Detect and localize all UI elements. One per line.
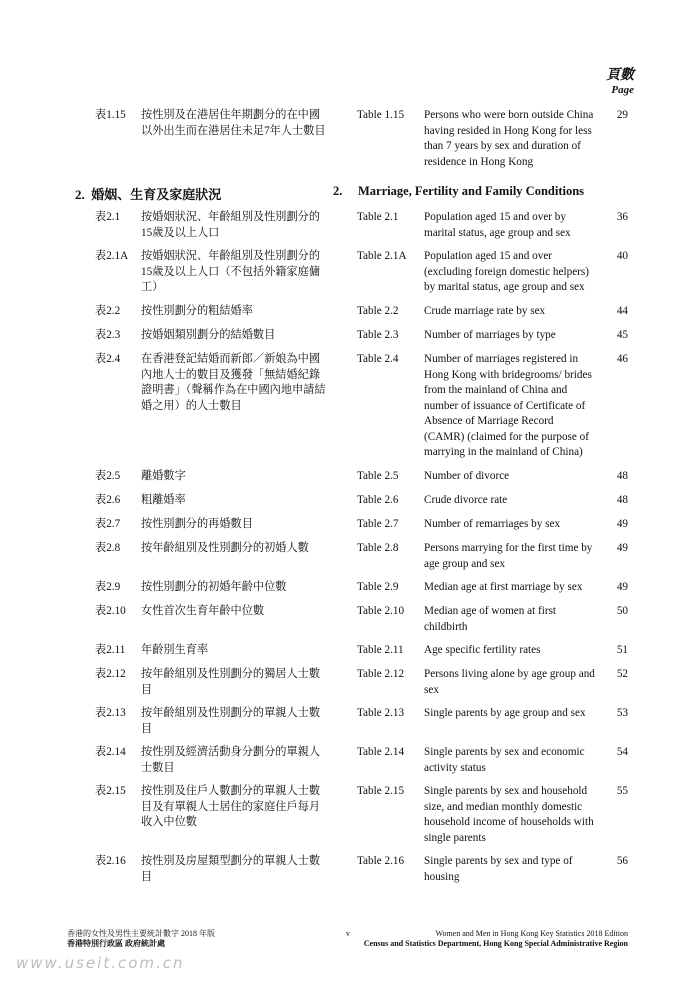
footer-right bbox=[364, 929, 628, 949]
toc-row[interactable] bbox=[0, 667, 695, 698]
table-title-en: Median age of women at first childbirth bbox=[424, 605, 557, 633]
table-title-en: Crude marriage rate by sex bbox=[424, 305, 546, 317]
page-number: 52 bbox=[616, 668, 628, 680]
table-title-en: Number of divorce bbox=[424, 470, 510, 482]
footer-page-number: v bbox=[346, 929, 350, 938]
page-number: 36 bbox=[616, 211, 628, 223]
toc-row[interactable] bbox=[0, 580, 695, 596]
table-number-en: Table 2.3 bbox=[357, 329, 399, 341]
table-title-zh: 按婚姻類別劃分的結婚數目 bbox=[141, 329, 276, 341]
table-title-zh: 按婚姻狀況、年齡組別及性別劃分的15歲及以上人口（不包括外籍家庭傭工） bbox=[141, 250, 321, 293]
table-number-zh: 表2.9 bbox=[95, 581, 121, 593]
table-number-en: Table 2.8 bbox=[357, 542, 399, 554]
toc-row[interactable] bbox=[0, 108, 695, 170]
table-title-zh: 離婚數字 bbox=[141, 470, 186, 482]
table-number-en: Table 2.4 bbox=[357, 353, 399, 365]
page-number: 49 bbox=[616, 518, 628, 530]
page-number: 46 bbox=[616, 353, 628, 365]
page-number: 48 bbox=[616, 494, 628, 506]
table-number-zh: 表2.5 bbox=[95, 470, 121, 482]
table-title-zh: 按年齡組別及性別劃分的單親人士數目 bbox=[141, 707, 321, 735]
page-number: 50 bbox=[616, 605, 628, 617]
watermark: www.useit.com.cn bbox=[16, 954, 185, 972]
table-title-zh: 按性別劃分的再婚數目 bbox=[141, 518, 253, 530]
toc-row[interactable] bbox=[0, 328, 695, 344]
table-number-zh: 表2.6 bbox=[95, 494, 121, 506]
page-column-header bbox=[606, 68, 634, 97]
page-number: 49 bbox=[616, 581, 628, 593]
page-number: 48 bbox=[616, 470, 628, 482]
table-number-zh: 表2.7 bbox=[95, 518, 121, 530]
table-title-en: Persons who were born outside China having resided in Hong Kong for less than 7 years by sex and duration of residence in Hong Kong bbox=[424, 109, 594, 168]
table-title-zh: 年齡別生育率 bbox=[141, 644, 209, 656]
toc-row[interactable] bbox=[0, 517, 695, 533]
table-title-zh: 按年齡組別及性別劃分的初婚人數 bbox=[141, 542, 309, 554]
table-number-zh: 表2.13 bbox=[95, 707, 126, 719]
table-title-en: Number of marriages registered in Hong Kong with bridegrooms/ brides from the mainland of China and number of issuance of Certificate of Absence of Marriage Record (CAMR) (claimed for the purpose of marrying in the mainland of China) bbox=[424, 353, 592, 458]
table-title-en: Single parents by age group and sex bbox=[424, 707, 586, 719]
toc-row[interactable] bbox=[0, 352, 695, 461]
page-number: 40 bbox=[616, 250, 628, 262]
toc-row[interactable] bbox=[0, 469, 695, 485]
table-of-contents bbox=[0, 108, 695, 893]
footer-publication-zh: 香港的女性及男性主要統計數字 2018 年版 bbox=[67, 929, 215, 938]
table-number-en: Table 2.10 bbox=[357, 605, 405, 617]
toc-row[interactable] bbox=[0, 210, 695, 241]
page-number: 44 bbox=[616, 305, 628, 317]
page-number: 51 bbox=[616, 644, 628, 656]
table-title-en: Population aged 15 and over (excluding foreign domestic helpers) by marital status, age group and sex bbox=[424, 250, 589, 293]
toc-row[interactable] bbox=[0, 643, 695, 659]
toc-row[interactable] bbox=[0, 304, 695, 320]
table-title-zh: 粗離婚率 bbox=[141, 494, 186, 506]
table-number-zh: 表2.11 bbox=[95, 644, 126, 656]
table-number-en: Table 2.2 bbox=[357, 305, 399, 317]
table-title-en: Population aged 15 and over by marital status, age group and sex bbox=[424, 211, 571, 239]
table-number-zh: 表2.2 bbox=[95, 305, 121, 317]
table-title-en: Single parents by sex and household size, and median monthly domestic household income of households with single parents bbox=[424, 785, 594, 844]
table-title-zh: 按性別劃分的粗結婚率 bbox=[141, 305, 253, 317]
table-number-en: Table 2.1 bbox=[357, 211, 399, 223]
table-number-zh: 表2.12 bbox=[95, 668, 126, 680]
table-number-en: Table 2.12 bbox=[357, 668, 405, 680]
toc-row[interactable] bbox=[0, 541, 695, 572]
page-label-zh: 頁數 bbox=[606, 68, 634, 83]
table-number-en: Table 1.15 bbox=[357, 109, 405, 121]
table-number-en: Table 2.1A bbox=[357, 250, 407, 262]
footer-department-en: Census and Statistics Department, Hong Kong Special Administrative Region bbox=[363, 939, 628, 948]
table-title-zh: 按性別及房屋類型劃分的單親人士數目 bbox=[141, 855, 321, 883]
table-title-en: Persons marrying for the first time by age group and sex bbox=[424, 542, 593, 570]
table-title-en: Number of marriages by type bbox=[424, 329, 556, 341]
page-number: 55 bbox=[616, 785, 628, 797]
table-number-zh: 表2.15 bbox=[95, 785, 126, 797]
table-number-en: Table 2.6 bbox=[357, 494, 399, 506]
section-title-en: 2. Marriage, Fertility and Family Conditions bbox=[333, 184, 585, 198]
table-number-en: Table 2.7 bbox=[357, 518, 399, 530]
table-number-zh: 表2.16 bbox=[95, 855, 126, 867]
table-number-en: Table 2.14 bbox=[357, 746, 405, 758]
table-number-zh: 表2.1A bbox=[95, 250, 129, 262]
table-title-en: Number of remarriages by sex bbox=[424, 518, 561, 530]
table-number-zh: 表1.15 bbox=[95, 109, 126, 121]
footer-publication-en: Women and Men in Hong Kong Key Statistics 2018 Edition bbox=[435, 929, 628, 938]
page-number: 56 bbox=[616, 855, 628, 867]
section-heading bbox=[0, 184, 695, 202]
toc-row[interactable] bbox=[0, 784, 695, 846]
table-title-zh: 按性別及住戶人數劃分的單親人士數目及有單親人士居住的家庭住戶每月收入中位數 bbox=[141, 785, 321, 828]
table-title-zh: 在香港登記結婚而新郎／新娘為中國內地人士的數目及獲發「無結婚紀錄證明書」（聲稱作為在中國內地申請結婚之用）的人士數目 bbox=[141, 353, 326, 412]
table-title-zh: 按性別及在港居住年期劃分的在中國以外出生而在港居住未足7年人士數目 bbox=[141, 109, 326, 137]
footer-department-zh: 香港特別行政區 政府統計處 bbox=[67, 939, 165, 948]
table-title-en: Median age at first marriage by sex bbox=[424, 581, 583, 593]
table-number-zh: 表2.14 bbox=[95, 746, 126, 758]
table-number-zh: 表2.1 bbox=[95, 211, 121, 223]
page-number: 49 bbox=[616, 542, 628, 554]
table-number-en: Table 2.15 bbox=[357, 785, 405, 797]
toc-row[interactable] bbox=[0, 745, 695, 776]
page-number: 54 bbox=[616, 746, 628, 758]
table-number-en: Table 2.5 bbox=[357, 470, 399, 482]
page-number: 29 bbox=[616, 109, 628, 121]
section-title-zh: 2. 婚姻、生育及家庭狀況 bbox=[75, 187, 222, 202]
page-number: 53 bbox=[616, 707, 628, 719]
footer-left bbox=[67, 929, 215, 949]
toc-row[interactable] bbox=[0, 854, 695, 885]
table-number-en: Table 2.16 bbox=[357, 855, 405, 867]
table-number-zh: 表2.3 bbox=[95, 329, 121, 341]
toc-row[interactable] bbox=[0, 493, 695, 509]
table-title-zh: 按婚姻狀況、年齡組別及性別劃分的15歲及以上人口 bbox=[141, 211, 321, 239]
table-title-en: Age specific fertility rates bbox=[424, 644, 541, 656]
table-title-zh: 女性首次生育年齡中位數 bbox=[141, 605, 265, 617]
table-title-zh: 按性別劃分的初婚年齡中位數 bbox=[141, 581, 287, 593]
toc-row[interactable] bbox=[0, 249, 695, 296]
table-title-zh: 按性別及經濟活動身分劃分的單親人士數目 bbox=[141, 746, 321, 774]
table-number-zh: 表2.10 bbox=[95, 605, 126, 617]
table-number-en: Table 2.13 bbox=[357, 707, 405, 719]
page-number: 45 bbox=[616, 329, 628, 341]
table-number-en: Table 2.9 bbox=[357, 581, 399, 593]
toc-row[interactable] bbox=[0, 706, 695, 737]
table-title-en: Single parents by sex and type of housing bbox=[424, 855, 573, 883]
table-title-zh: 按年齡組別及性別劃分的獨居人士數目 bbox=[141, 668, 321, 696]
table-title-en: Crude divorce rate bbox=[424, 494, 508, 506]
table-number-zh: 表2.4 bbox=[95, 353, 121, 365]
page-label-en: Page bbox=[611, 84, 634, 96]
table-number-zh: 表2.8 bbox=[95, 542, 121, 554]
table-title-en: Single parents by sex and economic activity status bbox=[424, 746, 585, 774]
toc-row[interactable] bbox=[0, 604, 695, 635]
table-number-en: Table 2.11 bbox=[357, 644, 404, 656]
table-title-en: Persons living alone by age group and sex bbox=[424, 668, 595, 696]
